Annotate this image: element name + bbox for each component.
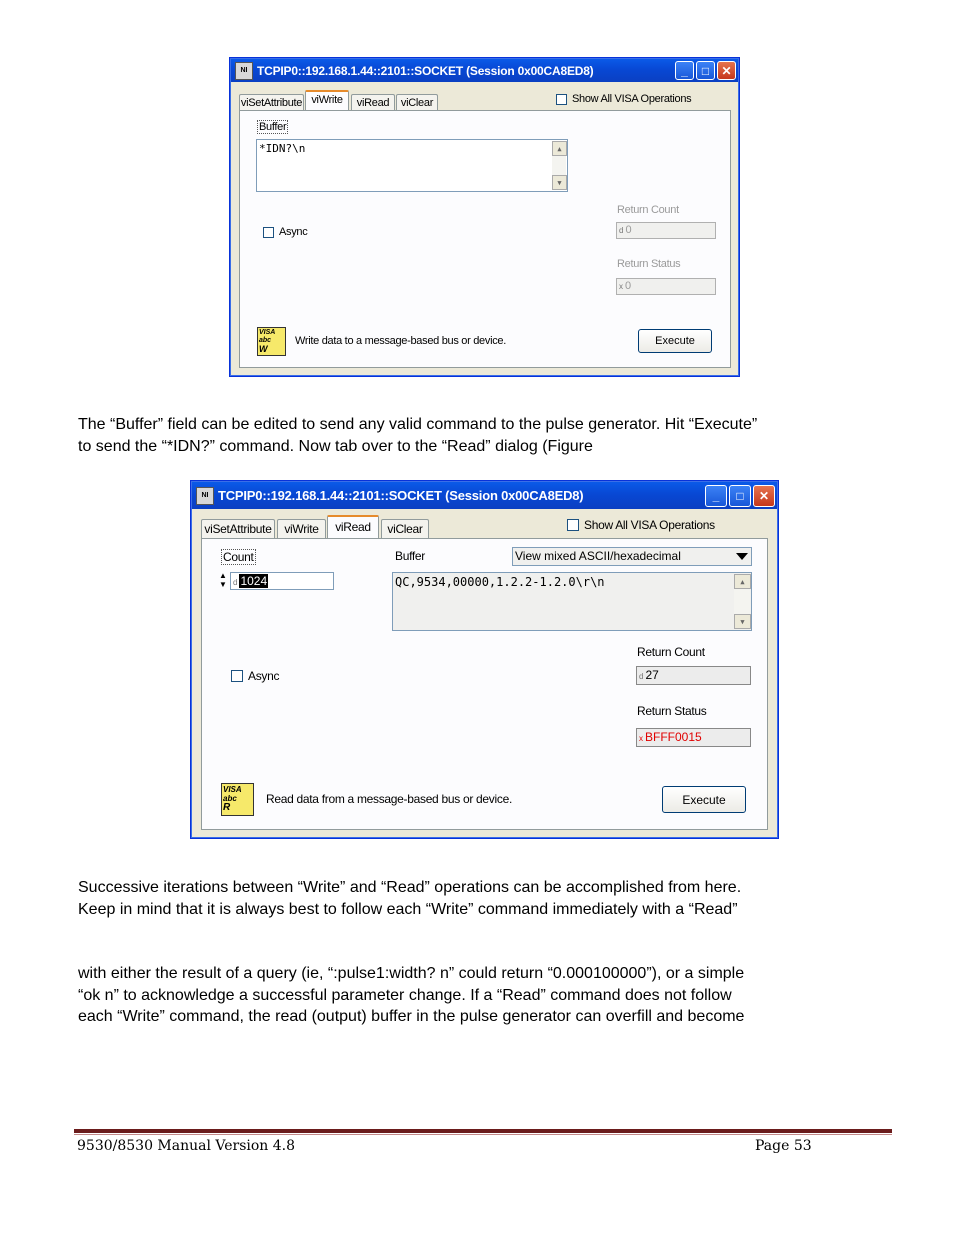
return-status-label: Return Status: [637, 704, 707, 718]
footer-rule-light: [74, 1134, 892, 1135]
title-bar[interactable]: [231, 59, 738, 82]
paragraph-line: with either the result of a query (ie, “:pulse1:width? n” could return “0.000100000”), or a simple: [78, 965, 745, 982]
close-button[interactable]: ✕: [753, 485, 775, 507]
buffer-label: Buffer: [259, 121, 287, 133]
tab-viclear[interactable]: viClear: [396, 94, 438, 112]
operation-description: Write data to a message-based bus or device.: [295, 335, 506, 347]
maximize-button[interactable]: □: [696, 61, 715, 80]
checkbox-box[interactable]: [263, 227, 274, 238]
viread-tab-panel: [201, 538, 768, 830]
window-title: TCPIP0::192.168.1.44::2101::SOCKET (Session 0x00CA8ED8): [257, 63, 594, 78]
visa-app-icon: NI: [196, 487, 214, 505]
tab-viwrite[interactable]: viWrite: [277, 519, 326, 539]
return-count-field: [616, 222, 716, 239]
show-all-visa-checkbox[interactable]: [556, 93, 691, 105]
buffer-scrollbar[interactable]: [552, 141, 566, 190]
buffer-scrollbar[interactable]: [734, 574, 750, 629]
viwrite-tab-panel: [239, 110, 731, 368]
body-paragraph-1: [78, 414, 757, 457]
paragraph-line: Successive iterations between “Write” and “Read” operations can be accomplished from here.: [78, 879, 742, 896]
return-count-label: Return Count: [637, 645, 705, 659]
tab-viread[interactable]: viRead: [327, 515, 379, 538]
tab-viread[interactable]: viRead: [351, 94, 395, 112]
viwrite-dialog-window: [229, 57, 740, 377]
tab-visetattribute[interactable]: viSetAttribute: [201, 519, 275, 539]
hex-prefix-icon: x: [639, 734, 643, 743]
checkbox-box[interactable]: [567, 519, 579, 531]
numeric-prefix-icon: d: [619, 226, 624, 235]
async-label: Async: [248, 669, 280, 683]
count-value: 1024: [240, 574, 268, 588]
count-spinner-icon[interactable]: ▲ ▼: [219, 571, 227, 589]
checkbox-box[interactable]: [231, 670, 243, 682]
scroll-down-icon[interactable]: ▼: [552, 175, 567, 190]
viread-dialog-window: [190, 480, 779, 839]
async-checkbox[interactable]: [231, 669, 279, 683]
async-checkbox[interactable]: [263, 226, 307, 238]
buffer-textarea[interactable]: [256, 139, 568, 192]
tab-visetattribute[interactable]: viSetAttribute: [239, 94, 304, 112]
paragraph-line: Keep in mind that it is always best to follow each “Write” command immediately with a “Read”: [78, 900, 738, 918]
tab-viclear[interactable]: viClear: [381, 519, 429, 539]
execute-label: Execute: [682, 792, 726, 807]
window-title: TCPIP0::192.168.1.44::2101::SOCKET (Session 0x00CA8ED8): [218, 488, 584, 503]
body-paragraph-2: [78, 877, 741, 920]
visa-icon-mode: W: [259, 344, 268, 354]
return-count-label: Return Count: [617, 204, 679, 216]
paragraph-line: “ok n” to acknowledge a successful parameter change. If a “Read” command does not follow: [78, 986, 732, 1004]
show-all-visa-label: Show All VISA Operations: [572, 93, 692, 105]
footer-manual-version: 9530/8530 Manual Version 4.8: [77, 1138, 296, 1154]
visa-icon-text: VISA: [259, 329, 276, 336]
tab-viwrite[interactable]: viWrite: [305, 90, 349, 111]
visa-write-icon: [257, 327, 286, 356]
body-paragraph-3: [78, 963, 744, 1028]
minimize-button[interactable]: _: [705, 485, 727, 507]
show-all-visa-label: Show All VISA Operations: [584, 518, 715, 532]
minimize-button[interactable]: _: [675, 61, 694, 80]
execute-label: Execute: [655, 335, 695, 347]
count-input[interactable]: [230, 572, 334, 590]
visa-read-icon: [221, 783, 254, 816]
show-all-visa-checkbox[interactable]: [567, 518, 715, 532]
title-bar[interactable]: [192, 482, 777, 509]
buffer-text: *IDN?\n: [259, 142, 306, 155]
numeric-prefix-icon: d: [233, 578, 238, 587]
dropdown-arrow-icon[interactable]: [736, 553, 748, 560]
execute-button[interactable]: [638, 329, 712, 353]
buffer-text: QC,9534,00000,1.2.2-1.2.0\r\n: [395, 575, 605, 589]
paragraph-line: each “Write” command, the read (output) buffer in the pulse generator can overfill and become: [78, 1008, 745, 1025]
footer-page-number: Page 53: [755, 1138, 812, 1154]
visa-icon-text: VISA: [223, 785, 242, 794]
return-status-value: BFFF0015: [645, 730, 702, 744]
async-label: Async: [279, 226, 308, 238]
return-status-value: 0: [625, 280, 632, 292]
paragraph-line: The “Buffer” field can be edited to send any valid command to the pulse generator. Hit “Execute”: [78, 416, 758, 433]
scroll-down-icon[interactable]: ▼: [734, 614, 751, 629]
scroll-up-icon[interactable]: ▲: [552, 141, 567, 156]
buffer-label: Buffer: [395, 549, 425, 563]
maximize-button[interactable]: □: [729, 485, 751, 507]
buffer-textarea[interactable]: [392, 572, 752, 631]
view-mode-dropdown[interactable]: [512, 547, 752, 566]
numeric-prefix-icon: d: [639, 672, 644, 681]
return-count-field: [636, 666, 751, 685]
return-status-label: Return Status: [617, 258, 681, 270]
visa-icon-abc: abc: [259, 337, 272, 344]
operation-description: Read data from a message-based bus or device.: [266, 792, 512, 806]
visa-icon-mode: R: [223, 802, 231, 813]
visa-app-icon: NI: [235, 62, 253, 80]
return-status-field: [636, 728, 751, 747]
return-count-value: 27: [645, 668, 659, 682]
hex-prefix-icon: x: [619, 282, 623, 291]
paragraph-line: to send the “*IDN?” command. Now tab over to the “Read” dialog (Figure: [78, 437, 593, 455]
footer-rule-dark: [74, 1129, 892, 1133]
execute-button[interactable]: [662, 786, 746, 813]
return-status-field: [616, 278, 716, 295]
count-label: Count: [223, 550, 254, 564]
close-button[interactable]: ✕: [717, 61, 736, 80]
return-count-value: 0: [625, 224, 632, 236]
checkbox-box[interactable]: [556, 94, 567, 105]
view-mode-value: View mixed ASCII/hexadecimal: [515, 549, 681, 563]
scroll-up-icon[interactable]: ▲: [734, 574, 751, 589]
visa-icon-abc: abc: [223, 794, 237, 803]
